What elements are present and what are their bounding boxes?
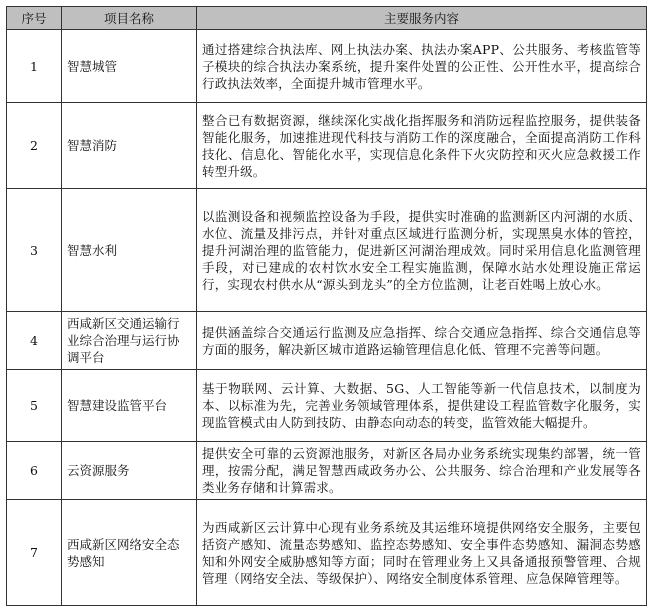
- project-name: 云资源服务: [62, 442, 197, 500]
- row-number: 3: [7, 189, 62, 312]
- service-content: 通过搭建综合执法库、网上执法办案、执法办案APP、公共服务、考核监管等子模块的综合执法办案系统，提升案件处置的公正性、公开性水平，提高综合行政执法效率，全面提升城市管理水平。: [197, 30, 647, 103]
- header-project-name: 项目名称: [62, 7, 197, 30]
- table-row: [7, 500, 647, 606]
- service-content: 提供涵盖综合交通运行监测及应急指挥、综合交通应急指挥、综合交通信息等方面的服务，解决新区城市道路运输管理信息化低、管理不完善等问题。: [197, 312, 647, 370]
- header-service-content: 主要服务内容: [197, 7, 647, 30]
- row-number: 5: [7, 370, 62, 442]
- table-row: [7, 189, 647, 312]
- table-row: [7, 312, 647, 370]
- project-name: 智慧建设监管平台: [62, 370, 197, 442]
- table-row: [7, 30, 647, 103]
- row-number: 4: [7, 312, 62, 370]
- table-header-row: [7, 7, 647, 30]
- project-name: 西咸新区网络安全态势感知: [62, 500, 197, 606]
- service-content: 提供安全可靠的云资源池服务，对新区各局办业务系统实现集约部署，统一管理，按需分配，满足智慧西咸政务办公、公共服务、综合治理和产业发展等各类业务存储和计算需求。: [197, 442, 647, 500]
- service-table: [6, 6, 647, 606]
- header-no: 序号: [7, 7, 62, 30]
- row-number: 6: [7, 442, 62, 500]
- service-content: 整合已有数据资源，继续深化实战化指挥服务和消防远程监控服务，提供装备智能化服务，加速推进现代科技与消防工作的深度融合，全面提高消防工作科技化、信息化、智能化水平，实现信息化条件下火灾防控和灭火应急救援工作转型升级。: [197, 103, 647, 189]
- project-name: 西咸新区交通运输行业综合治理与运行协调平台: [62, 312, 197, 370]
- project-name: 智慧城管: [62, 30, 197, 103]
- service-content: 以监测设备和视频监控设备为手段，提供实时准确的监测新区内河湖的水质、水位、流量及排污点，并针对重点区域进行监测分析，实现黑臭水体的管控，提升河湖治理的监管能力，促进新区河湖治理成效。同时采用信息化监测管理手段，对已建成的农村饮水安全工程实施监测，保障水站水处理设施正常运行，实现农村供水从“源头到龙头”的全方位监测，让老百姓喝上放心水。: [197, 189, 647, 312]
- service-content: 为西咸新区云计算中心现有业务系统及其运维环境提供网络安全服务，主要包括资产感知、流量态势感知、监控态势感知、安全事件态势感知、漏洞态势感知和外网安全威胁感知等方面；同时在管理业务上又具备通报预警管理、合规管理（网络安全法、等级保护）、网络安全制度体系管理、应急保障管理等。: [197, 500, 647, 606]
- row-number: 7: [7, 500, 62, 606]
- service-content: 基于物联网、云计算、大数据、5G、人工智能等新一代信息技术，以制度为本、以标准为先，完善业务领域管理体系，提供建设工程监管数字化服务，实现监管模式由人防到技防、由静态向动态的转变，监管效能大幅提升。: [197, 370, 647, 442]
- project-name: 智慧水利: [62, 189, 197, 312]
- row-number: 1: [7, 30, 62, 103]
- row-number: 2: [7, 103, 62, 189]
- table-row: [7, 103, 647, 189]
- table-row: [7, 442, 647, 500]
- project-name: 智慧消防: [62, 103, 197, 189]
- table-row: [7, 370, 647, 442]
